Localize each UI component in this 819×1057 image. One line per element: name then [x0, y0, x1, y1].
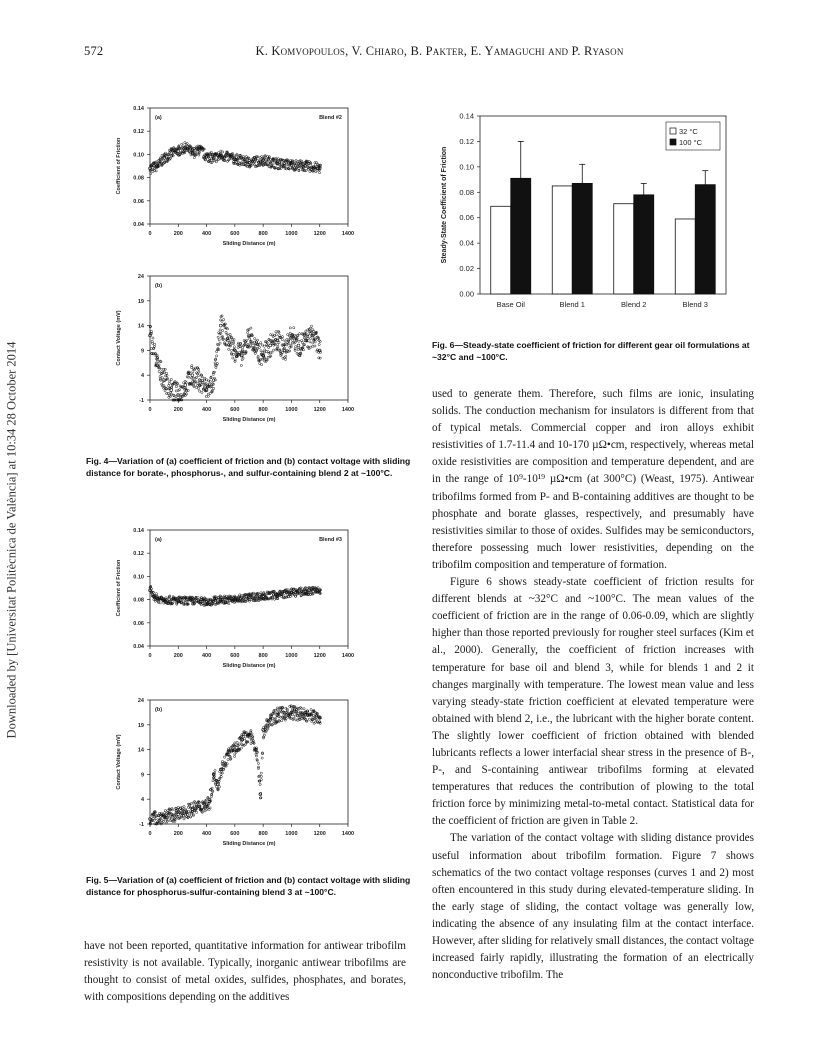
fig5a-chart [100, 522, 400, 672]
data-point [259, 783, 261, 785]
x-tick-label: 600 [230, 831, 240, 837]
data-point [221, 330, 223, 332]
data-point [214, 362, 216, 364]
running-header: K. Komvopoulos, V. Chiaro, B. Pakter, E. Yamaguchi and P. Ryason [255, 44, 624, 58]
x-tick-label: 400 [201, 407, 212, 413]
y-tick-label: 0.10 [133, 152, 144, 159]
x-tick-label: 200 [173, 231, 183, 237]
data-point [253, 341, 255, 343]
data-point [166, 372, 168, 374]
data-point [164, 810, 166, 812]
data-point [246, 732, 248, 734]
x-tick-label: 0 [148, 407, 152, 413]
data-point [228, 348, 230, 350]
data-point [260, 350, 262, 352]
category-label: Base Oil [496, 300, 525, 309]
data-point [257, 355, 259, 357]
data-point [183, 805, 185, 807]
bar [552, 186, 572, 294]
x-axis-label: Sliding Distance (m) [222, 663, 276, 669]
data-point [157, 361, 159, 363]
right-body-text [432, 386, 754, 984]
category-label: Blend 2 [621, 300, 647, 309]
bar [511, 178, 531, 294]
data-point [193, 157, 195, 159]
left-body-text: have not been reported, quantitative information for antiwear tribofilm resistivity is not available. Typically, inorganic antiwear tribofilms are thought to consist of metal oxides, sulfides, phosphates, and borates, with compositions depending on the additives [84, 940, 406, 1004]
data-point [307, 337, 309, 339]
data-point [222, 338, 224, 340]
y-tick-label: 0.12 [459, 136, 474, 146]
legend-label: 100 °C [679, 138, 703, 147]
data-point [269, 334, 271, 336]
data-point [161, 377, 163, 379]
x-tick-label: 0 [148, 831, 152, 837]
data-point [170, 378, 172, 380]
page-number: 572 [84, 44, 104, 58]
data-point [214, 769, 216, 771]
bar [675, 219, 695, 294]
data-point [219, 324, 222, 327]
data-point [257, 762, 259, 764]
data-point [154, 343, 156, 345]
x-tick-label: 400 [201, 831, 212, 837]
x-tick-label: 1000 [285, 407, 298, 413]
y-tick-label: 0.06 [459, 213, 474, 223]
x-tick-label: 1000 [285, 653, 298, 659]
data-point [240, 747, 242, 749]
fig4a-chart [100, 100, 400, 250]
data-point [196, 811, 198, 813]
y-tick-label: 24 [137, 698, 144, 704]
data-point [258, 346, 260, 348]
x-tick-label: 1400 [341, 653, 355, 659]
data-point [260, 342, 262, 344]
data-point [233, 339, 235, 341]
data-point [272, 163, 274, 165]
data-point [310, 325, 312, 327]
data-point [309, 337, 311, 339]
legend-swatch [670, 128, 676, 134]
x-tick-label: 1200 [313, 653, 326, 659]
data-point [230, 349, 232, 351]
y-tick-label: 0.02 [459, 264, 474, 274]
data-point [201, 391, 203, 393]
category-label: Blend 3 [682, 300, 708, 309]
y-tick-label: 0.12 [133, 129, 144, 136]
panel-label: (b) [155, 707, 163, 713]
data-point [223, 766, 225, 768]
y-axis-label: Coefficient of Friction [116, 559, 122, 617]
x-tick-label: 800 [258, 407, 268, 413]
data-point [234, 359, 236, 361]
data-point [216, 786, 218, 788]
data-point [223, 756, 225, 758]
data-point [154, 600, 156, 602]
x-tick-label: 1400 [341, 231, 355, 237]
data-point [219, 319, 221, 321]
data-point [308, 718, 310, 720]
panel-label: (a) [155, 115, 162, 121]
x-tick-label: 600 [230, 407, 240, 413]
data-point [216, 355, 218, 357]
y-tick-label: 0.08 [133, 175, 144, 182]
paragraph: Figure 6 shows steady-state coefficient of friction results for different blends at ~32°C and ~100°C. The mean values of the coefficient of friction are in the range of 0.06-0.09, which are slightly higher than those reported previously for rougher steel surfaces (Kim et al., 2000). Generally, the coefficient of friction increases with temperature for base oil and blend 3, while for blends 1 and 2 it changes marginally with temperature. The lowest mean value and less varying steady-state friction coefficient at elevated temperature were obtained with blend 2, i.e., the lubricant with the higher borate content. The slightly lower coefficient of friction obtained with blended lubricants reflects a lower interfacial shear stress in the presence of B-, P-, and S-containing antiwear tribofilms forming at elevated temperatures that reduces the contribution of plowing to the total friction force by minimizing metal-to-metal contact. Statistical data for the coefficient of friction are given in Table 2. [432, 576, 754, 828]
x-tick-label: 200 [173, 831, 183, 837]
data-point [219, 329, 221, 331]
bar [695, 185, 715, 294]
data-point [217, 336, 219, 338]
y-tick-label: 0.08 [133, 597, 144, 604]
data-point [158, 370, 160, 372]
data-point [263, 345, 265, 347]
x-tick-label: 1000 [285, 231, 298, 237]
y-tick-label: 0.08 [459, 187, 474, 197]
data-point [289, 350, 291, 352]
data-point [254, 337, 256, 339]
data-point [310, 708, 312, 710]
y-tick-label: 4 [140, 373, 144, 380]
data-point [218, 339, 220, 341]
data-point [260, 772, 262, 774]
data-point [281, 720, 283, 722]
y-tick-label: 19 [137, 298, 144, 305]
data-point [220, 773, 222, 775]
data-point [275, 331, 277, 333]
x-tick-label: 400 [201, 653, 212, 659]
data-point [238, 743, 240, 745]
y-axis-label: Contact Voltage (mV) [116, 310, 122, 366]
data-point [229, 333, 231, 335]
data-point [312, 345, 314, 347]
y-tick-label: 0.12 [133, 551, 144, 558]
data-point [187, 389, 189, 391]
download-notice: Downloaded by [Universitat Politècnica de València] at 10:34 28 October 2014 [4, 341, 19, 739]
data-point [261, 757, 263, 759]
data-point [247, 331, 249, 333]
data-point [268, 346, 270, 348]
fig6-chart [436, 108, 736, 320]
x-axis-label: Sliding Distance (m) [222, 241, 276, 247]
x-tick-label: 1000 [285, 831, 298, 837]
data-point [222, 151, 224, 153]
data-point [284, 340, 286, 342]
data-point [219, 342, 221, 344]
data-point [155, 593, 157, 595]
data-point [184, 384, 187, 387]
x-tick-label: 1400 [341, 407, 355, 413]
data-point [175, 396, 177, 398]
y-tick-label: 0.14 [133, 106, 144, 112]
data-point [294, 349, 296, 351]
y-tick-label: 0.14 [459, 111, 474, 121]
data-point [293, 327, 295, 329]
x-tick-label: 800 [258, 653, 268, 659]
data-point [281, 339, 283, 341]
fig5-caption: Fig. 5—Variation of (a) coefficient of friction and (b) contact voltage with sliding distance for phosphorus-sulfur-containing blend 3 at ~100°C. [86, 875, 411, 897]
panel-label: (b) [155, 283, 163, 289]
data-point [261, 364, 263, 366]
data-point [244, 738, 246, 740]
data-point [298, 333, 300, 335]
fig5b-chart [100, 692, 400, 852]
bar [614, 204, 634, 294]
y-tick-label: 0.04 [133, 222, 144, 228]
data-point [314, 341, 316, 343]
data-point [245, 743, 247, 745]
legend-swatch [670, 139, 676, 145]
data-point [197, 596, 199, 598]
bar [491, 206, 511, 294]
data-point [168, 382, 170, 384]
fig6-caption: Fig. 6—Steady-state coefficient of friction for different gear oil formulations at ~32°C and ~100°C. [432, 340, 750, 362]
data-point [223, 318, 225, 320]
data-point [249, 338, 251, 340]
data-point [219, 771, 221, 773]
data-point [197, 387, 199, 389]
data-point [276, 344, 278, 346]
data-point [275, 709, 277, 711]
data-point [298, 340, 300, 342]
data-point [213, 387, 215, 389]
bar [634, 195, 654, 294]
x-tick-label: 1200 [313, 231, 326, 237]
x-tick-label: 200 [173, 407, 183, 413]
data-point [250, 327, 252, 329]
x-tick-label: 400 [201, 231, 212, 237]
y-tick-label: 0.04 [133, 644, 144, 650]
x-tick-label: 0 [148, 231, 152, 237]
data-point [192, 371, 194, 373]
data-point [159, 375, 161, 377]
data-point [164, 368, 166, 370]
data-point [289, 327, 291, 329]
paragraph: The variation of the contact voltage with sliding distance provides useful information about tribofilm formation. Figure 7 shows schematics of the two contact voltage responses (curves 1 and 2) most often encountered in this study during elevated-temperature sliding. In the early stage of sliding, the contact voltage was generally low, indicating the absence of any insulating film at the contact interface. However, after sliding for relatively small distances, the contact voltage increased fairly rapidly, illustrating the formation of an electrically nonconductive tribofilm. The [432, 832, 754, 982]
data-point [233, 346, 235, 348]
data-point [189, 816, 191, 818]
data-point [234, 742, 236, 744]
data-point [318, 172, 320, 174]
data-point [318, 343, 320, 345]
x-tick-label: 1200 [313, 831, 326, 837]
data-point [161, 383, 163, 385]
data-point [215, 366, 217, 368]
y-tick-label: -1 [139, 822, 144, 828]
data-point [167, 392, 169, 394]
y-tick-label: 0.00 [459, 289, 474, 299]
data-point [278, 720, 280, 722]
data-point [227, 759, 229, 761]
data-point [229, 345, 231, 347]
data-point [314, 345, 316, 347]
y-tick-label: 9 [140, 348, 144, 355]
data-point [155, 817, 157, 819]
data-point [292, 340, 294, 342]
data-point [289, 332, 291, 334]
y-tick-label: 0.06 [133, 198, 144, 205]
y-tick-label: 24 [137, 274, 144, 280]
data-point [191, 374, 194, 377]
data-point [187, 806, 189, 808]
y-tick-label: -1 [139, 398, 144, 404]
data-point [241, 347, 243, 349]
x-tick-label: 1200 [313, 407, 326, 413]
paragraph: used to generate them. Therefore, such films are ionic, insulating solids. The conduction mechanism for insulators is different from that of typical metals. Commercial copper and iron alloys exhibit resistivities of 1.7-11.4 and 10-170 µΩ•cm, respectively, whereas metal oxide resistivities are composition and temperature dependent, and are in the range of 10⁹-10¹⁹ µΩ•cm (at 300°C) (Weast, 1975). Antiwear tribofilms formed from P- and B-containing additives are thought to be phosphate and borate glasses, respectively, and presumably have resistivities similar to those of oxides. Sulfides may be semiconductors, therefore possessing much lower resistivities, depending on the tribofilm composition and temperature of formation. [432, 388, 754, 571]
y-tick-label: 0.10 [133, 574, 144, 581]
data-point [229, 755, 231, 757]
plot-frame [150, 530, 348, 646]
data-point [166, 374, 168, 376]
y-axis-label: Coefficient of Friction [116, 137, 122, 195]
data-point [232, 357, 234, 359]
data-point [297, 344, 300, 347]
fig4-caption: Fig. 4—Variation of (a) coefficient of friction and (b) contact voltage with sliding distance for borate-, phosphorus-, and sulfur-containing blend 2 at ~100°C. [86, 456, 411, 478]
fig4b-chart [100, 268, 400, 428]
data-point [309, 341, 311, 343]
x-tick-label: 600 [230, 231, 240, 237]
y-tick-label: 0.04 [459, 238, 474, 248]
data-point [319, 357, 321, 359]
y-axis-label: Steady-State Coefficient of Friction [441, 146, 448, 264]
data-point [233, 755, 235, 757]
x-tick-label: 600 [230, 653, 240, 659]
x-axis-label: Sliding Distance (m) [222, 417, 276, 423]
data-point [261, 344, 263, 346]
data-point [236, 741, 238, 743]
data-point [197, 375, 199, 377]
y-axis-label: Contact Voltage (mV) [116, 734, 122, 790]
y-tick-label: 4 [140, 797, 144, 804]
x-axis-label: Sliding Distance (m) [222, 841, 276, 847]
category-label: Blend 1 [559, 300, 585, 309]
blend-label: Blend #3 [319, 537, 342, 543]
data-point [152, 337, 154, 339]
data-point [273, 349, 275, 351]
x-tick-label: 800 [258, 231, 268, 237]
data-point [260, 779, 262, 781]
data-point [150, 348, 152, 350]
legend-label: 32 °C [679, 127, 698, 136]
y-tick-label: 14 [137, 747, 144, 754]
data-point [250, 345, 252, 347]
data-point [240, 364, 242, 366]
data-point [312, 342, 314, 344]
data-point [184, 141, 186, 143]
panel-label: (a) [155, 537, 162, 543]
data-point [175, 390, 177, 392]
x-tick-label: 0 [148, 653, 152, 659]
blend-label: Blend #2 [319, 115, 342, 121]
x-tick-label: 1400 [341, 831, 355, 837]
y-tick-label: 14 [137, 323, 144, 330]
y-tick-label: 0.14 [133, 528, 144, 534]
data-point [295, 346, 297, 348]
y-tick-label: 19 [137, 722, 144, 729]
x-tick-label: 200 [173, 653, 183, 659]
bar [572, 183, 592, 294]
data-point [199, 390, 201, 392]
data-point [218, 786, 220, 788]
y-tick-label: 0.06 [133, 620, 144, 627]
data-point [198, 371, 200, 373]
data-point [177, 806, 179, 808]
data-point [303, 708, 305, 710]
y-tick-label: 9 [140, 772, 144, 779]
y-tick-label: 0.10 [459, 162, 474, 172]
data-point [278, 341, 280, 343]
x-tick-label: 800 [258, 831, 268, 837]
